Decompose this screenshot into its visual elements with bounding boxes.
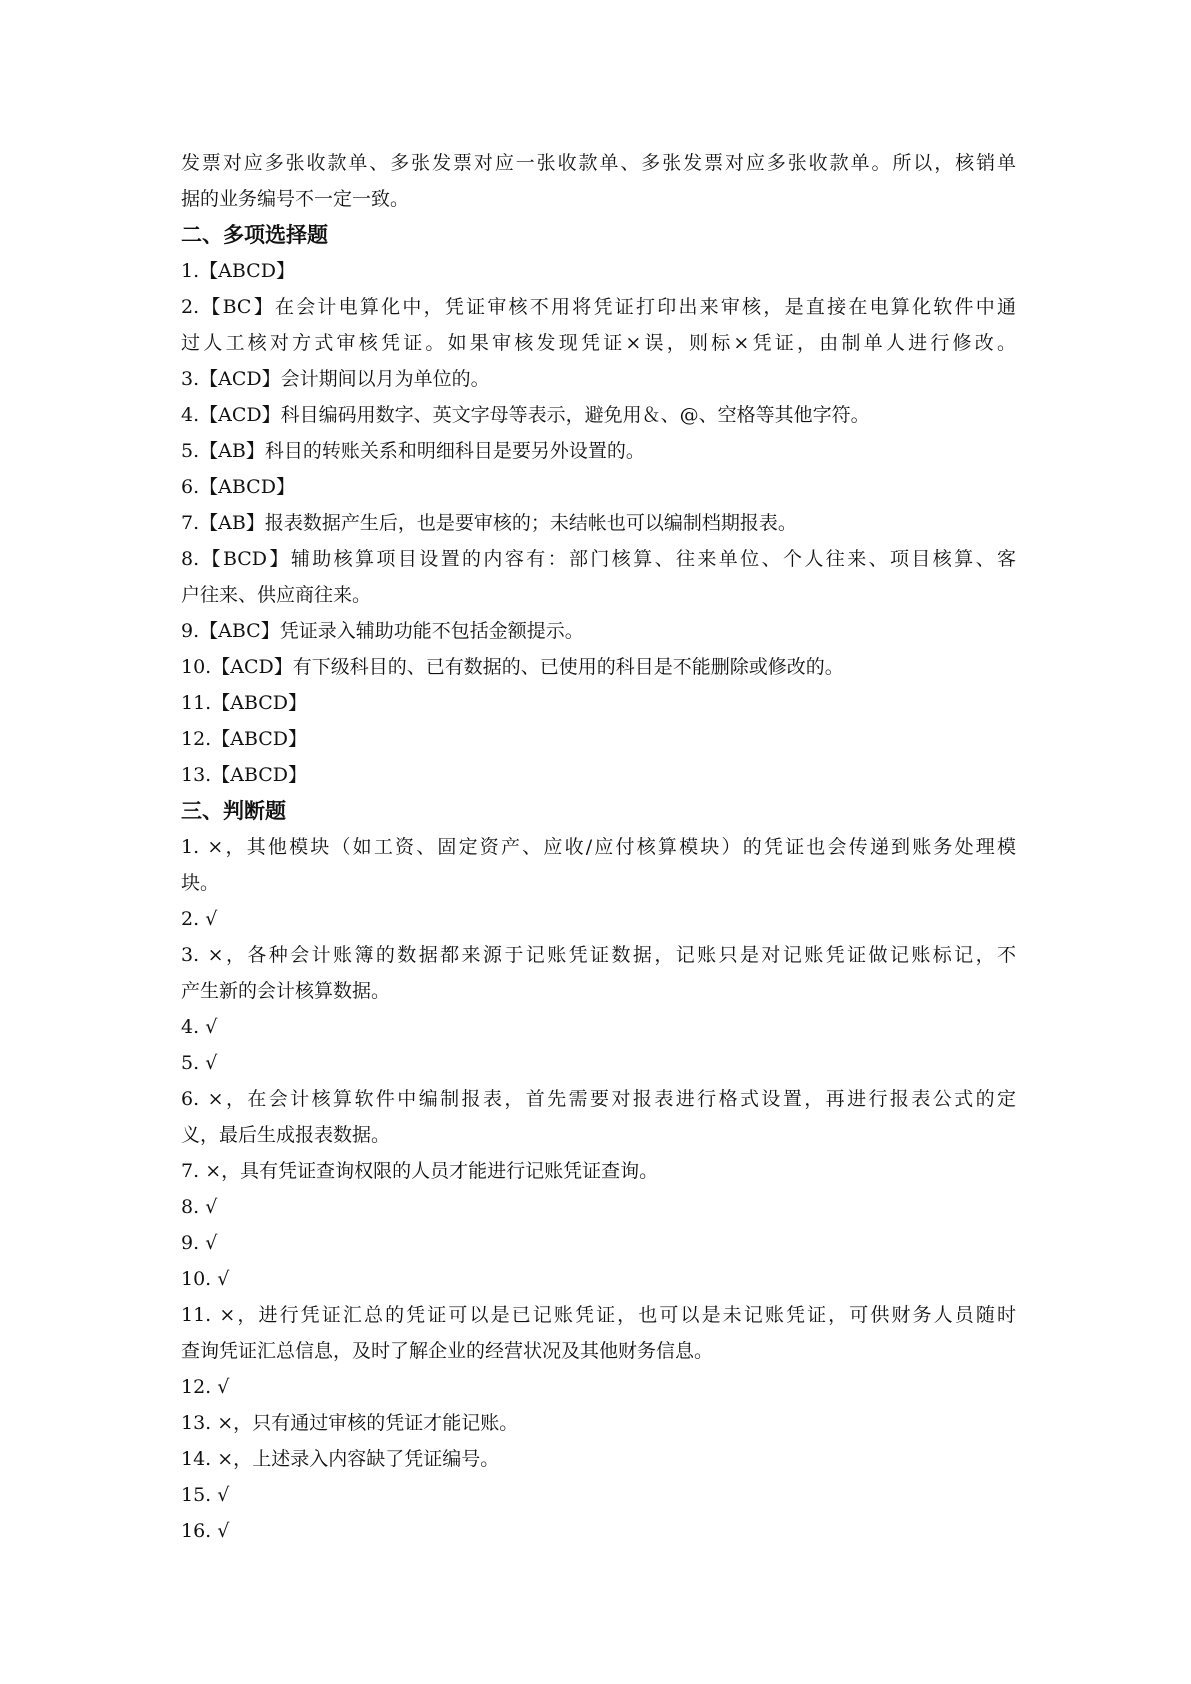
section-heading-true-false: 三、判断题 xyxy=(181,799,286,823)
answer-item: 9. √ xyxy=(181,1232,218,1254)
section-heading-multiple-choice: 二、多项选择题 xyxy=(181,223,328,247)
answer-item: 5. √ xyxy=(181,1052,218,1074)
answer-item: 9.【ABC】凭证录入辅助功能不包括金额提示。 xyxy=(181,620,584,642)
answer-item: 3.【ACD】会计期间以月为单位的。 xyxy=(181,368,490,390)
answer-page xyxy=(181,145,1016,1549)
answer-item: 12.【ABCD】 xyxy=(181,728,308,750)
true-false-list xyxy=(181,829,1016,1549)
answer-item-continuation: 过人工核对方式审核凭证。如果审核发现凭证×误，则标×凭证，由制单人进行修改。 xyxy=(181,332,1016,354)
answer-item: 10.【ACD】有下级科目的、已有数据的、已使用的科目是不能删除或修改的。 xyxy=(181,656,844,678)
answer-item: 6.【ABCD】 xyxy=(181,476,295,498)
answer-item: 2.【BC】在会计电算化中，凭证审核不用将凭证打印出来审核，是直接在电算化软件中通 xyxy=(181,296,1016,318)
answer-item-continuation: 块。 xyxy=(181,872,220,894)
answer-item: 1. ×，其他模块（如工资、固定资产、应收/应付核算模块）的凭证也会传递到账务处理模 xyxy=(181,836,1016,858)
answer-item-continuation: 户往来、供应商往来。 xyxy=(181,584,372,606)
multiple-choice-list xyxy=(181,253,1016,793)
answer-item: 6. ×，在会计核算软件中编制报表，首先需要对报表进行格式设置，再进行报表公式的定 xyxy=(181,1088,1016,1110)
intro-line: 发票对应多张收款单、多张发票对应一张收款单、多张发票对应多张收款单。所以，核销单 xyxy=(181,152,1016,174)
answer-item: 16. √ xyxy=(181,1520,230,1542)
intro-line: 据的业务编号不一定一致。 xyxy=(181,188,410,210)
answer-item: 10. √ xyxy=(181,1268,230,1290)
answer-item-continuation: 义，最后生成报表数据。 xyxy=(181,1124,391,1146)
answer-item: 1.【ABCD】 xyxy=(181,260,295,282)
answer-item: 11.【ABCD】 xyxy=(181,692,308,714)
answer-item: 4. √ xyxy=(181,1016,218,1038)
answer-item: 4.【ACD】科目编码用数字、英文字母等表示，避免用＆、@、空格等其他字符。 xyxy=(181,404,870,426)
answer-item: 8.【BCD】辅助核算项目设置的内容有：部门核算、往来单位、个人往来、项目核算、客 xyxy=(181,548,1016,570)
answer-item: 5.【AB】科目的转账关系和明细科目是要另外设置的。 xyxy=(181,440,645,462)
answer-item-continuation: 查询凭证汇总信息，及时了解企业的经营状况及其他财务信息。 xyxy=(181,1340,714,1362)
answer-item: 13.【ABCD】 xyxy=(181,764,308,786)
answer-item: 14. ×，上述录入内容缺了凭证编号。 xyxy=(181,1448,500,1470)
answer-item: 8. √ xyxy=(181,1196,218,1218)
answer-item: 11. ×，进行凭证汇总的凭证可以是已记账凭证，也可以是未记账凭证，可供财务人员随时 xyxy=(181,1304,1016,1326)
answer-item: 2. √ xyxy=(181,908,218,930)
answer-item: 12. √ xyxy=(181,1376,230,1398)
answer-item: 7. ×，具有凭证查询权限的人员才能进行记账凭证查询。 xyxy=(181,1160,659,1182)
answer-item: 7.【AB】报表数据产生后，也是要审核的；未结帐也可以编制档期报表。 xyxy=(181,512,797,534)
answer-item: 3. ×，各种会计账簿的数据都来源于记账凭证数据，记账只是对记账凭证做记账标记，不 xyxy=(181,944,1016,966)
answer-item: 15. √ xyxy=(181,1484,230,1506)
answer-item: 13. ×，只有通过审核的凭证才能记账。 xyxy=(181,1412,519,1434)
answer-item-continuation: 产生新的会计核算数据。 xyxy=(181,980,391,1002)
